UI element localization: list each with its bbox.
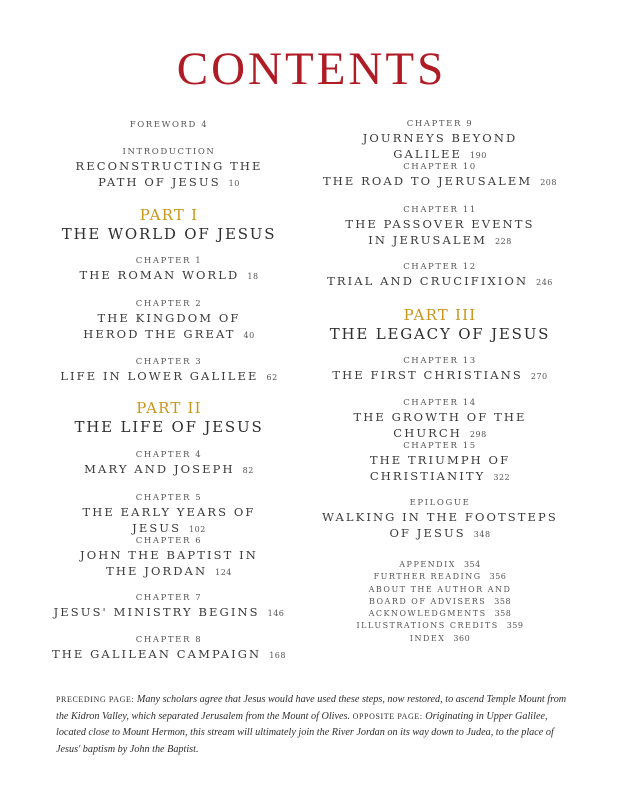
- toc-chapter-10: [315, 161, 565, 191]
- chapter-2-page: 40: [243, 331, 255, 340]
- toc-part-3: [315, 306, 565, 344]
- chapter-15-page: 322: [493, 473, 511, 482]
- chapter-1-page: 18: [247, 272, 259, 281]
- chapter-4-title: MARY AND JOSEPH: [84, 462, 235, 476]
- page-title: CONTENTS: [176, 43, 447, 95]
- toc-part-2: [44, 399, 294, 437]
- chapter-4-label: CHAPTER 4: [135, 450, 203, 460]
- board-of-advisers-label: BOARD OF ADVISERS: [368, 596, 487, 606]
- part-2-label: PART II: [136, 399, 202, 417]
- preceding-page-label: PRECEDING PAGE:: [56, 695, 135, 704]
- part-3-title: THE LEGACY OF JESUS: [329, 325, 551, 343]
- chapter-7-title: JESUS' MINISTRY BEGINS: [53, 605, 260, 619]
- toc-chapter-4: [44, 449, 294, 479]
- toc-chapter-3: [44, 356, 294, 386]
- chapter-7-label: CHAPTER 7: [135, 593, 203, 603]
- chapter-8-page: 168: [269, 651, 286, 660]
- chapter-15-label: CHAPTER 15: [403, 441, 477, 451]
- acknowledgments-page: 358: [494, 609, 512, 619]
- photo-caption: [56, 692, 568, 758]
- chapter-10-title: THE ROAD TO JERUSALEM: [323, 174, 533, 188]
- chapter-1-title: THE ROMAN WORLD: [79, 268, 240, 282]
- chapter-2-label: CHAPTER 2: [135, 299, 203, 309]
- chapter-3-title: LIFE IN LOWER GALILEE: [60, 369, 259, 383]
- chapter-12-title: TRIAL AND CRUCIFIXION: [327, 274, 529, 288]
- chapter-4-page: 82: [242, 466, 254, 475]
- toc-chapter-9: [315, 118, 565, 164]
- part-3-label: PART III: [403, 306, 477, 324]
- epilogue-title-line1: WALKING IN THE FOOTSTEPS: [322, 510, 558, 524]
- index-page: 360: [453, 633, 471, 643]
- toc-foreword: [44, 119, 294, 131]
- chapter-6-page: 124: [215, 568, 232, 577]
- toc-part-1: [44, 206, 294, 244]
- foreword-label: FOREWORD: [129, 120, 197, 130]
- appendix-label: APPENDIX: [399, 560, 456, 569]
- about-author-label: ABOUT THE AUTHOR AND: [368, 584, 512, 594]
- chapter-13-page: 270: [530, 372, 548, 381]
- chapter-5-label: CHAPTER 5: [135, 493, 203, 503]
- epilogue-page: 348: [473, 530, 491, 539]
- chapter-12-page: 246: [536, 278, 553, 287]
- chapter-10-label: CHAPTER 10: [403, 162, 477, 172]
- chapter-6-title-line2: THE JORDAN: [106, 564, 208, 578]
- chapter-8-label: CHAPTER 8: [135, 635, 203, 645]
- chapter-13-title: THE FIRST CHRISTIANS: [332, 368, 523, 382]
- toc-chapter-2: [44, 298, 294, 344]
- chapter-7-page: 146: [267, 609, 285, 618]
- chapter-9-page: 190: [470, 151, 487, 160]
- chapter-14-page: 298: [469, 430, 487, 439]
- chapter-9-title: JOURNEYS BEYOND GALILEE: [362, 131, 518, 161]
- epilogue-title-line2: OF JESUS: [389, 526, 466, 540]
- chapter-15-title-line1: THE TRIUMPH OF: [369, 453, 511, 467]
- chapter-6-label: CHAPTER 6: [135, 536, 203, 546]
- toc-chapter-11: [315, 204, 565, 250]
- chapter-15-title-line2: CHRISTIANITY: [369, 469, 486, 483]
- epilogue-label: EPILOGUE: [409, 498, 471, 508]
- chapter-13-label: CHAPTER 13: [403, 356, 477, 366]
- foreword-page: 4: [201, 120, 209, 130]
- chapter-11-title-line1: THE PASSOVER EVENTS: [345, 217, 535, 231]
- board-of-advisers-page: 358: [494, 596, 512, 606]
- chapter-11-label: CHAPTER 11: [403, 205, 477, 215]
- chapter-3-label: CHAPTER 3: [135, 357, 203, 367]
- further-reading-label: FURTHER READING: [373, 572, 482, 582]
- acknowledgments-label: ACKNOWLEDGMENTS: [368, 609, 487, 619]
- illustrations-credits-page: 359: [506, 621, 524, 631]
- introduction-title-line1: RECONSTRUCTING THE: [75, 159, 263, 173]
- toc-chapter-7: [44, 592, 294, 622]
- toc-chapter-14: [315, 397, 565, 443]
- chapter-12-label: CHAPTER 12: [403, 262, 477, 272]
- introduction-page: 10: [228, 179, 240, 188]
- preceding-page-text: Many scholars agree that Jesus would have used these steps, now restored, to ascend Temple Mount from the Kidron Valley, which separated Jerusalem from the Mount of Olives.: [56, 694, 567, 722]
- chapter-11-title-line2: IN JERUSALEM: [368, 233, 488, 247]
- toc-introduction: [44, 146, 294, 192]
- further-reading-page: 356: [489, 572, 507, 582]
- chapter-2-title-line2: HEROD THE GREAT: [83, 327, 236, 341]
- part-2-title: THE LIFE OF JESUS: [74, 418, 264, 436]
- chapter-3-page: 62: [266, 373, 278, 382]
- chapter-5-title: THE EARLY YEARS OF JESUS: [82, 505, 256, 535]
- part-1-label: PART I: [139, 206, 199, 224]
- chapter-9-label: CHAPTER 9: [406, 119, 474, 129]
- chapter-6-title-line1: JOHN THE BAPTIST IN: [80, 548, 258, 562]
- toc-chapter-5: [44, 492, 294, 538]
- introduction-label: INTRODUCTION: [122, 147, 216, 157]
- toc-epilogue: [315, 497, 565, 543]
- part-1-title: THE WORLD OF JESUS: [61, 225, 277, 243]
- chapter-2-title-line1: THE KINGDOM OF: [97, 311, 241, 325]
- chapter-14-label: CHAPTER 14: [403, 398, 477, 408]
- toc-chapter-15: [315, 440, 565, 486]
- toc-chapter-12: [315, 261, 565, 291]
- chapter-11-page: 228: [495, 237, 512, 246]
- toc-chapter-6: [44, 535, 294, 581]
- appendix-page: 354: [463, 560, 481, 569]
- index-label: INDEX: [409, 633, 446, 643]
- toc-chapter-13: [315, 355, 565, 385]
- toc-chapter-8: [44, 634, 294, 664]
- opposite-page-text: Originating in Upper Galilee, located close to Mount Hermon, this stream will ultimately join the River Jordan on its way down to Judea, to the place of Jesus' baptism by John the Baptist.: [56, 710, 554, 755]
- chapter-10-page: 208: [540, 178, 557, 187]
- chapter-1-label: CHAPTER 1: [135, 256, 203, 266]
- chapter-5-page: 102: [189, 525, 206, 534]
- toc-chapter-1: [44, 255, 294, 285]
- chapter-14-title: THE GROWTH OF THE CHURCH: [353, 410, 527, 440]
- opposite-page-label: OPPOSITE PAGE:: [352, 711, 423, 721]
- chapter-8-title: THE GALILEAN CAMPAIGN: [51, 647, 262, 661]
- illustrations-credits-label: ILLUSTRATIONS CREDITS: [356, 621, 499, 631]
- toc-back-matter: [315, 559, 565, 645]
- introduction-title-line2: PATH OF JESUS: [98, 175, 221, 189]
